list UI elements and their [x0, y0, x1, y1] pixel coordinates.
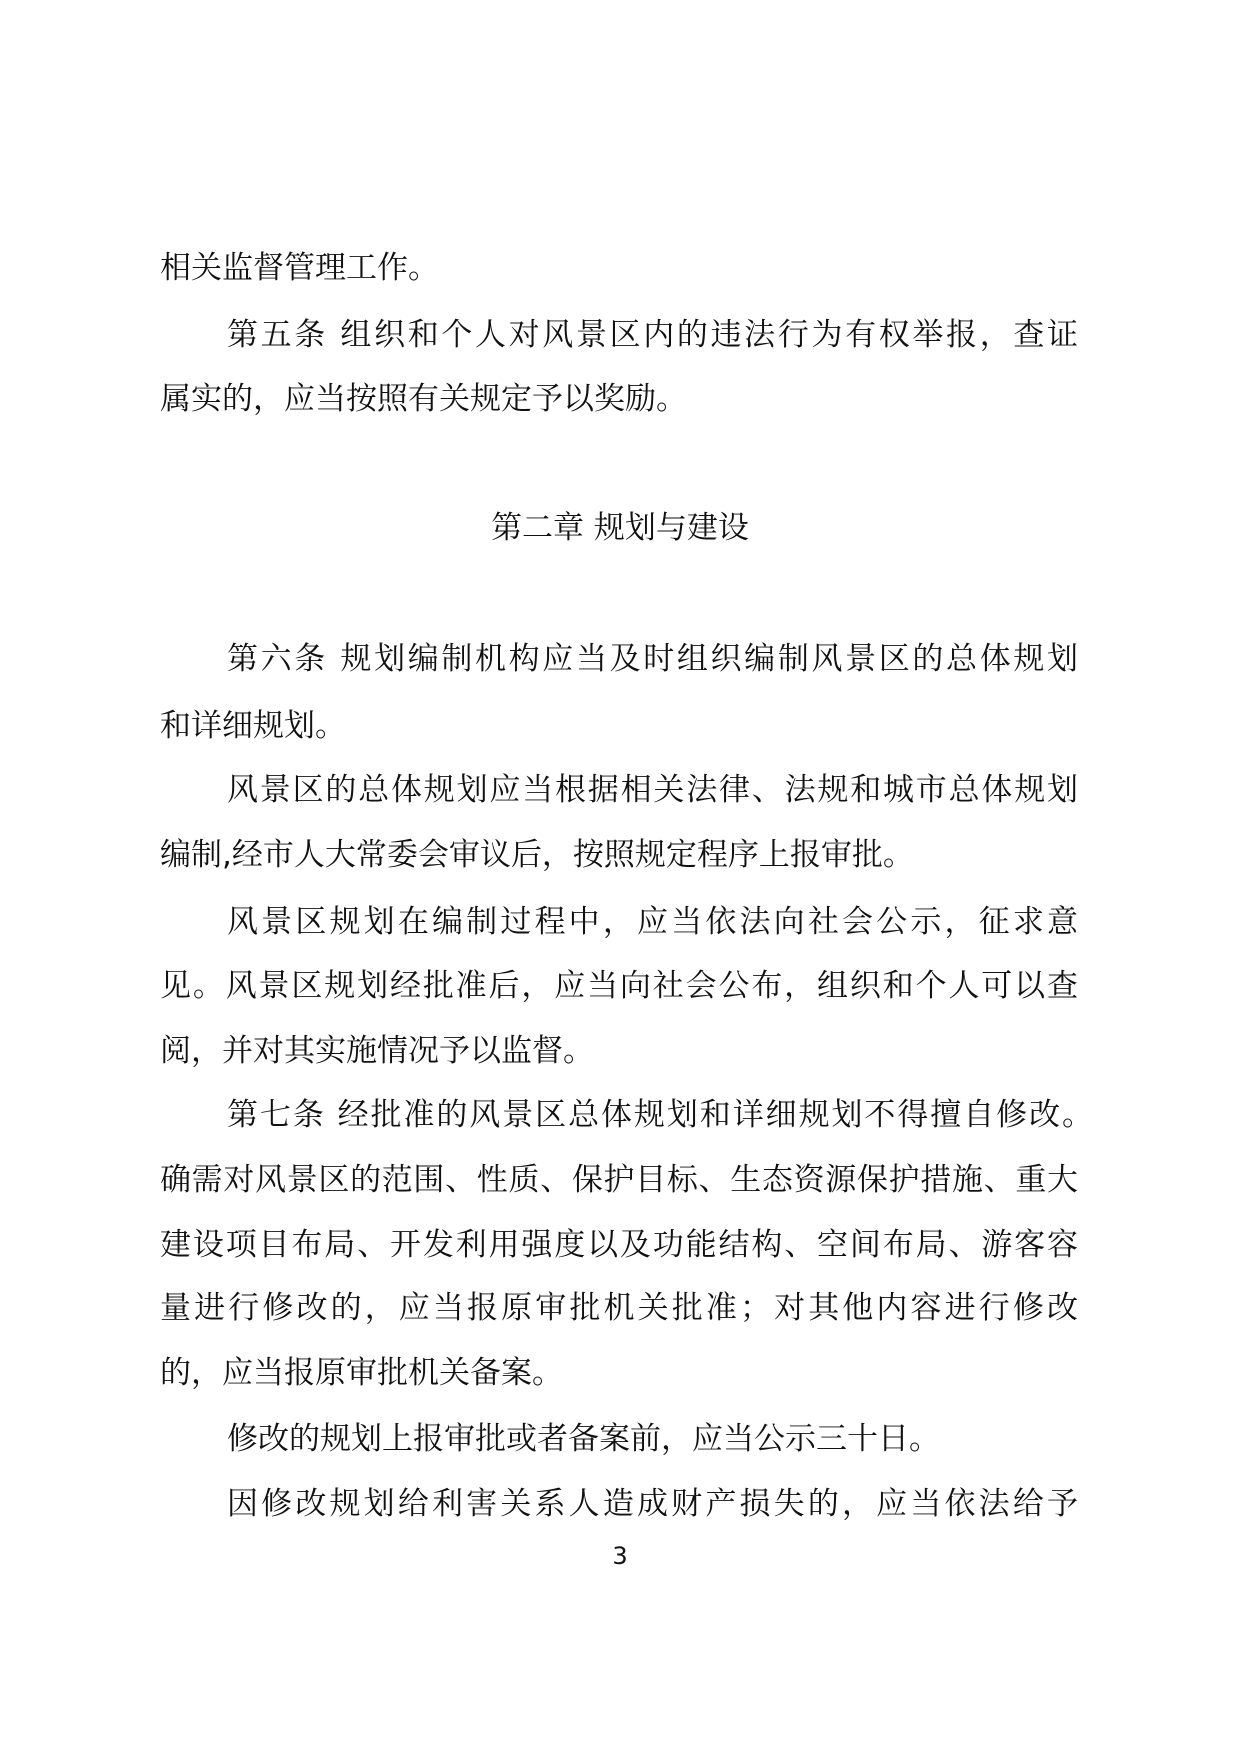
article-6-line: 第六条 规划编制机构应当及时组织编制风景区的总体规划 — [227, 641, 1078, 677]
paragraph-line: 建设项目布局、开发利用强度以及功能结构、空间布局、游客容 — [160, 1227, 1078, 1263]
paragraph-line: 修改的规划上报审批或者备案前，应当公示三十日。 — [227, 1421, 940, 1457]
paragraph-line: 风景区规划在编制过程中，应当依法向社会公示，征求意 — [227, 904, 1078, 940]
paragraph-line: 因修改规划给利害关系人造成财产损失的，应当依法给予 — [227, 1486, 1078, 1522]
article-7-line: 第七条 经批准的风景区总体规划和详细规划不得擅自修改。 — [227, 1097, 1093, 1133]
paragraph-line: 相关监督管理工作。 — [160, 250, 439, 286]
paragraph-line: 风景区的总体规划应当根据相关法律、法规和城市总体规划 — [227, 772, 1078, 808]
page-number: 3 — [612, 1542, 628, 1570]
paragraph-line: 确需对风景区的范围、性质、保护目标、生态资源保护措施、重大 — [160, 1162, 1078, 1198]
chapter-heading: 第二章 规划与建设 — [491, 510, 749, 546]
paragraph-line: 见。风景区规划经批准后，应当向社会公布，组织和个人可以查 — [160, 968, 1078, 1004]
paragraph-line: 编制,经市人大常委会审议后，按照规定程序上报审批。 — [160, 837, 914, 873]
paragraph-line: 属实的，应当按照有关规定予以奖励。 — [160, 381, 687, 417]
paragraph-line: 量进行修改的，应当报原审批机关批准；对其他内容进行修改 — [160, 1290, 1078, 1326]
paragraph-line: 的，应当报原审批机关备案。 — [160, 1355, 563, 1391]
article-5-line: 第五条 组织和个人对风景区内的违法行为有权举报，查证 — [227, 317, 1078, 353]
paragraph-line: 阅，并对其实施情况予以监督。 — [160, 1033, 594, 1069]
paragraph-line: 和详细规划。 — [160, 708, 346, 744]
